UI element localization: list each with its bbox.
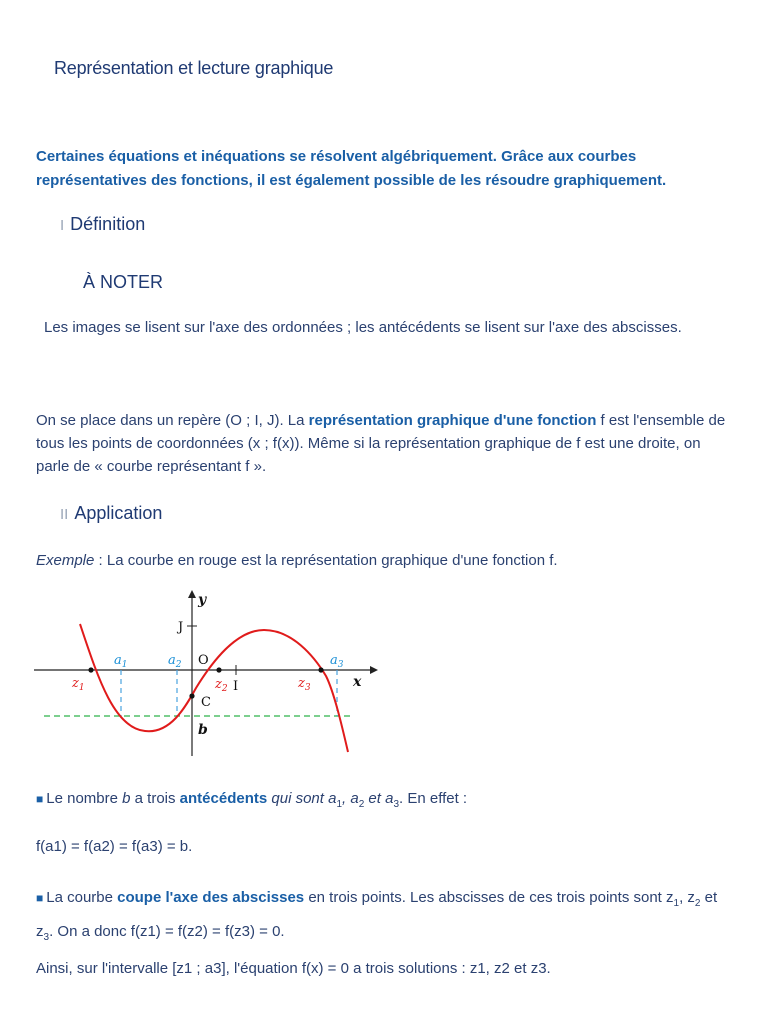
y-axis-arrow xyxy=(188,590,196,598)
text: , a xyxy=(342,790,359,807)
bullet-square-icon: ■ xyxy=(36,792,44,806)
definition-text-2: f est l'ensemble de tous les points de coordonnées (x ; f(x)). Même si la représentation graphique de f est une droite, on parle de « courbe représentant f ». xyxy=(36,412,726,475)
abscissa-line: ■ La courbe coupe l'axe des abscisses en trois points. Les abscisses de ces trois points sont $z_1$, $z_2$ et $z_3$. On a donc f(z1) = f(z2) = f(z3) = 0. xyxy=(36,889,718,943)
label-z2: $z_2$ xyxy=(215,677,228,694)
function-graph xyxy=(30,586,380,766)
text: a trois xyxy=(130,790,180,807)
label-z3: $z_3$ xyxy=(298,676,311,693)
label-x: x xyxy=(353,674,362,690)
section-application xyxy=(60,503,162,524)
equation-line: f(a1) = f(a2) = f(a3) = b. xyxy=(36,838,193,855)
section-title: Application xyxy=(74,503,163,523)
point-z2 xyxy=(216,667,221,672)
antecedents-line: ■ Le nombre b a trois antécédents qui sont $a_1$, $a_2$ et $a_3$. En effet : xyxy=(36,790,468,810)
label-b: b xyxy=(198,722,208,738)
label-a1: $a_1$ xyxy=(114,653,128,670)
label-J: J xyxy=(178,620,184,635)
label-a3: $a_3$ xyxy=(330,653,344,670)
label-a2: $a_2$ xyxy=(168,653,182,670)
label-O: O xyxy=(198,653,209,668)
note-text: Les images se lisent sur l'axe des ordonnées ; les antécédents se lisent sur l'axe des abscisses. xyxy=(44,319,682,336)
antecedents-term: antécédents xyxy=(179,790,268,807)
definition-paragraph xyxy=(36,409,736,478)
example-label: Exemple xyxy=(36,552,95,569)
bullet-square-icon: ■ xyxy=(36,891,44,905)
x-axis-arrow xyxy=(370,666,378,674)
example-line xyxy=(36,552,558,569)
text: et a xyxy=(364,790,394,807)
abscissa-term: coupe l'axe des abscisses xyxy=(117,889,305,906)
text: La courbe xyxy=(46,889,118,906)
section-title: Définition xyxy=(70,214,146,234)
intro-paragraph: Certaines équations et inéquations se résolvent algébriquement. Grâce aux courbes représentatives des fonctions, il est également possible de les résoudre graphiquement. xyxy=(36,148,667,189)
label-I: I xyxy=(233,679,239,694)
text: b xyxy=(122,790,131,807)
text: . En effet : xyxy=(399,790,468,807)
point-z3 xyxy=(318,667,323,672)
label-z1: $z_1$ xyxy=(72,676,85,693)
section-number: I xyxy=(60,217,65,234)
text: qui sont a xyxy=(267,790,337,807)
note-heading: À NOTER xyxy=(83,272,164,292)
example-text: : La courbe en rouge est la représentation graphique d'une fonction f. xyxy=(94,552,558,569)
text: , z xyxy=(679,889,695,906)
text: Le nombre xyxy=(46,790,123,807)
definition-term: représentation graphique d'une fonction xyxy=(308,412,597,429)
label-C: C xyxy=(201,695,211,710)
section-definition xyxy=(60,214,145,235)
section-number: II xyxy=(60,506,69,523)
page-title: Représentation et lecture graphique xyxy=(54,58,334,78)
text: en trois points. Les abscisses de ces trois points sont z xyxy=(304,889,674,906)
point-C xyxy=(189,693,194,698)
point-z1 xyxy=(88,667,93,672)
definition-text-1: On se place dans un repère (O ; I, J). La xyxy=(36,412,309,429)
label-y: y xyxy=(198,592,207,608)
text: et z xyxy=(36,889,718,940)
conclusion-line: Ainsi, sur l'intervalle [z1 ; a3], l'équation f(x) = 0 a trois solutions : z1, z2 et z3. xyxy=(36,960,551,977)
text: . On a donc f(z1) = f(z2) = f(z3) = 0. xyxy=(49,923,285,940)
